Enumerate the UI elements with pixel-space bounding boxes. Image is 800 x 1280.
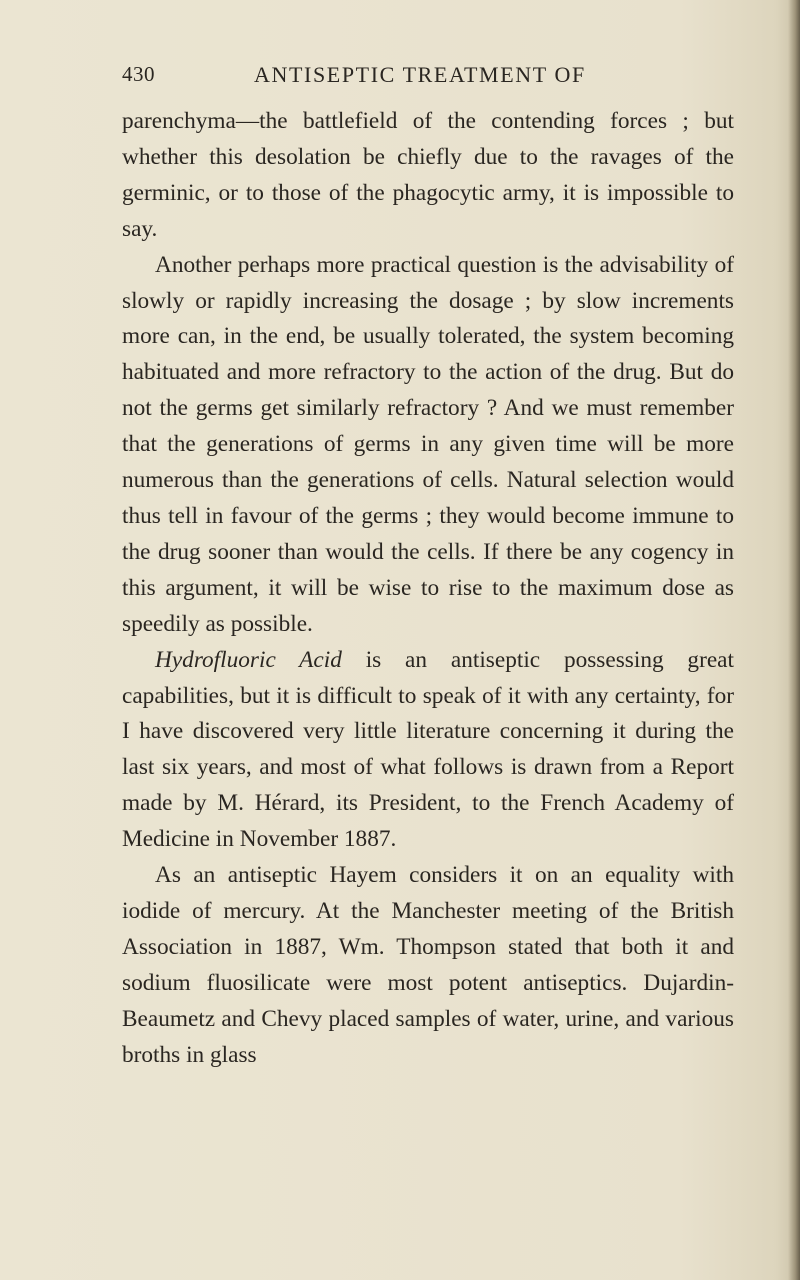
paragraph [122,858,734,1073]
paragraph [122,643,734,858]
paragraph-text: parenchyma—the battlefield of the contending forces ; but whether this desolation be chiefly due to the ravages of the germinic, or to those of the phagocytic army, it is impossible to say. [122,108,734,242]
paragraph [122,248,734,643]
page-edge-shadow [788,0,800,1280]
paragraph [122,104,734,248]
page-header [122,62,682,92]
page-number: 430 [122,62,155,86]
running-head: ANTISEPTIC TREATMENT OF [254,62,586,87]
paragraph-text: is an antiseptic possessing great capabilities, but it is difficult to speak of it with any certainty, for I have discovered very little literature concerning it during the last six years, and most of what follows is drawn from a Report made by M. Hérard, its President, to the French Academy of Medicine in November 1887. [122,646,734,853]
italic-term: Hydrofluoric Acid [155,646,342,673]
paragraph-text: As an antiseptic Hayem considers it on an equality with iodide of mercury. At the Manchester meeting of the British Association in 1887, Wm. Thompson stated that both it and sodium fluosilicate were most potent antiseptics. Dujardin-Beaumetz and Chevy placed samples of water, urine, and various broths in glass [122,862,734,1068]
paragraph-text: Another perhaps more practical question is the advisability of slowly or rapidly increasing the dosage ; by slow increments more can, in the end, be usually tolerated, the system becoming habituated and more refractory to the action of the drug. But do not the germs get similarly refractory ? And we must remember that the generations of germs in any given time will be more numerous than the generations of cells. Natural selection would thus tell in favour of the germs ; they would become immune to the drug sooner than would the cells. If there be any cogency in this argument, it will be wise to rise to the maximum dose as speedily as possible. [122,251,734,637]
body-text [122,104,734,1073]
